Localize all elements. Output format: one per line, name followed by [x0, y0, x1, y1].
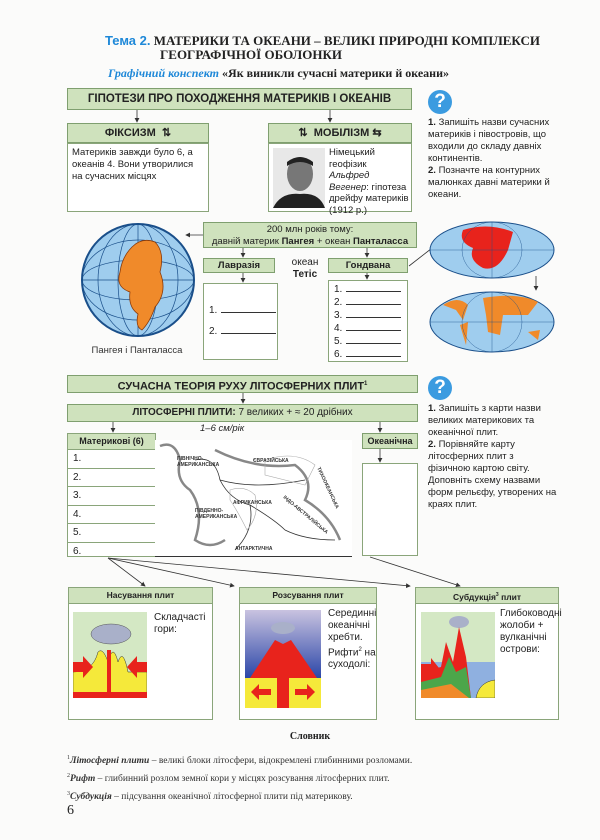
- plates-map: [155, 440, 352, 557]
- subduction-diagram: [421, 612, 495, 698]
- answer-row[interactable]: 1.: [68, 450, 155, 469]
- subtitle: Графічний конспект «Як виникли сучасні материки й океани»: [108, 66, 450, 80]
- page-number: 6: [67, 803, 74, 818]
- glossary-item: $^1$Літосферні плити – великі блоки літосфери, відокремлені глибинними розломами.: [67, 755, 413, 767]
- collision-header: Насування плит: [69, 588, 212, 604]
- continental-plates-list: [67, 433, 156, 557]
- plate-speed: 1–6 см/рік: [200, 423, 245, 434]
- oceanic-answer[interactable]: [362, 463, 418, 556]
- task-item: 2. Порівняйте карту літосферних плит з фізичною картою світу. Доповніть схему назвами форм рельєфу, утворених на краях плит.: [428, 439, 557, 510]
- answer-line[interactable]: 2.: [209, 325, 277, 338]
- fixism-header: ФІКСИЗМ ⇅: [67, 123, 209, 143]
- gondwana-header: Гондвана: [328, 258, 408, 273]
- answer-row[interactable]: 5.: [68, 524, 155, 543]
- glossary-title: Словник: [289, 731, 331, 742]
- laurasia-header: Лавразія: [203, 258, 275, 273]
- tethys-label: океан Тетіс: [291, 257, 319, 280]
- map-label: ІНДО-АВСТРАЛІЙСЬКА: [281, 494, 329, 536]
- task-item: 2. Позначте на контурних малюнках давні материки й океани.: [428, 165, 550, 200]
- map-label: ТИХООКЕАНСЬКА: [315, 466, 340, 510]
- rift-diagram: [245, 610, 321, 708]
- page-title-line2: ГЕОГРАФІЧНОЇ ОБОЛОНКИ: [160, 47, 342, 62]
- answer-line[interactable]: 4.: [334, 322, 407, 335]
- divergence-text: Серединні океанічні хребти. Рифти$^2$ на суходолі:: [328, 608, 377, 671]
- laurasia-list: [203, 283, 278, 360]
- plates-count-header: ЛІТОСФЕРНІ ПЛИТИ: 7 великих + ≈ 20 дрібних: [67, 404, 418, 422]
- fold-mountains-diagram: [73, 612, 147, 698]
- glossary-item: $^3$Субдукція – підсування океанічної літосферної плити під материкову.: [67, 791, 353, 803]
- continental-header: Материкові (6): [68, 434, 155, 450]
- page-title: Тема 2. МАТЕРИКИ ТА ОКЕАНИ – ВЕЛИКІ ПРИРОДНІ КОМПЛЕКСИ: [105, 33, 541, 48]
- glossary-item: $^2$Рифт – глибинний розлом земної кори у місцях розсування літосферних плит.: [67, 773, 390, 785]
- plates-theory-header: СУЧАСНА ТЕОРІЯ РУХУ ЛІТОСФЕРНИХ ПЛИТ$^1$: [67, 375, 418, 393]
- oceanic-header: Океанічна: [362, 433, 418, 449]
- pangea-line2: давній материк Пангея + океан Панталасса: [211, 236, 409, 247]
- wegener-portrait: [273, 148, 325, 208]
- subduction-box: [415, 587, 562, 720]
- map-label: ПІВНІЧНО-АМЕРИКАНСЬКА: [177, 456, 220, 468]
- map-label: АФРИКАНСЬКА: [233, 500, 272, 506]
- arrows-updown-icon: ⇅: [298, 127, 308, 139]
- pangea-globe: [80, 222, 196, 338]
- map-label: АНТАРКТИЧНА: [235, 546, 273, 552]
- wegener-text: Німецький геофізик Альфред Вегенер: гіпотеза дрейфу материків (1912 р.): [329, 147, 409, 216]
- hypotheses-header: ГІПОТЕЗИ ПРО ПОХОДЖЕННЯ МАТЕРИКІВ І ОКЕАНІВ: [67, 88, 412, 110]
- pangea-box: 200 млн років тому: давній материк Пангея + океан Панталасса: [203, 222, 417, 248]
- subduction-header: Субдукція$^3$ плит: [416, 588, 558, 604]
- answer-row[interactable]: 2.: [68, 469, 155, 488]
- mobilism-body: [268, 143, 412, 216]
- glossary-list: [67, 751, 412, 805]
- task-item: 1. Запишіть назви сучасних материків і півостровів, що входили до складу давніх континентів.: [428, 117, 550, 164]
- divergence-box: [239, 587, 377, 720]
- subduction-text: Глибоководні жолоби + вулканічні острови:: [500, 608, 562, 655]
- question-icon: ?: [428, 90, 452, 114]
- answer-line[interactable]: 1.: [334, 283, 407, 296]
- gondwana-list: [328, 280, 408, 362]
- continent-drift-maps: [428, 220, 558, 355]
- arrows-leftright-icon: ⇆: [372, 127, 382, 139]
- answer-line[interactable]: 5.: [334, 335, 407, 348]
- arrows-updown-icon: ⇅: [161, 127, 172, 139]
- mobilism-header: ⇅ МОБІЛІЗМ ⇆: [268, 123, 412, 143]
- answer-row[interactable]: 6.: [73, 545, 82, 557]
- answer-line[interactable]: 3.: [334, 309, 407, 322]
- fixism-text: Материків завжди було 6, а океанів 4. Вони утворилися на сучасних місцях: [67, 143, 209, 212]
- task2-list: [428, 403, 558, 511]
- answer-row[interactable]: 4.: [68, 506, 155, 525]
- collision-text: Складчасті гори:: [154, 612, 206, 635]
- map-label: ПІВДЕННО-АМЕРИКАНСЬКА: [195, 508, 238, 520]
- map-label: ЄВРАЗІЙСЬКА: [253, 458, 289, 464]
- task-item: 1. Запишіть з карти назви великих материкових та океанічної плит.: [428, 403, 541, 438]
- question-icon: ?: [428, 376, 452, 400]
- answer-line[interactable]: 1.: [209, 304, 277, 317]
- divergence-header: Розсування плит: [240, 588, 376, 604]
- answer-row[interactable]: 3.: [68, 487, 155, 506]
- answer-line[interactable]: 2.: [334, 296, 407, 309]
- collision-box: [68, 587, 213, 720]
- task1-list: [428, 117, 563, 201]
- globe-caption: Пангея і Панталасса: [91, 345, 183, 356]
- answer-line[interactable]: 6.: [334, 348, 407, 361]
